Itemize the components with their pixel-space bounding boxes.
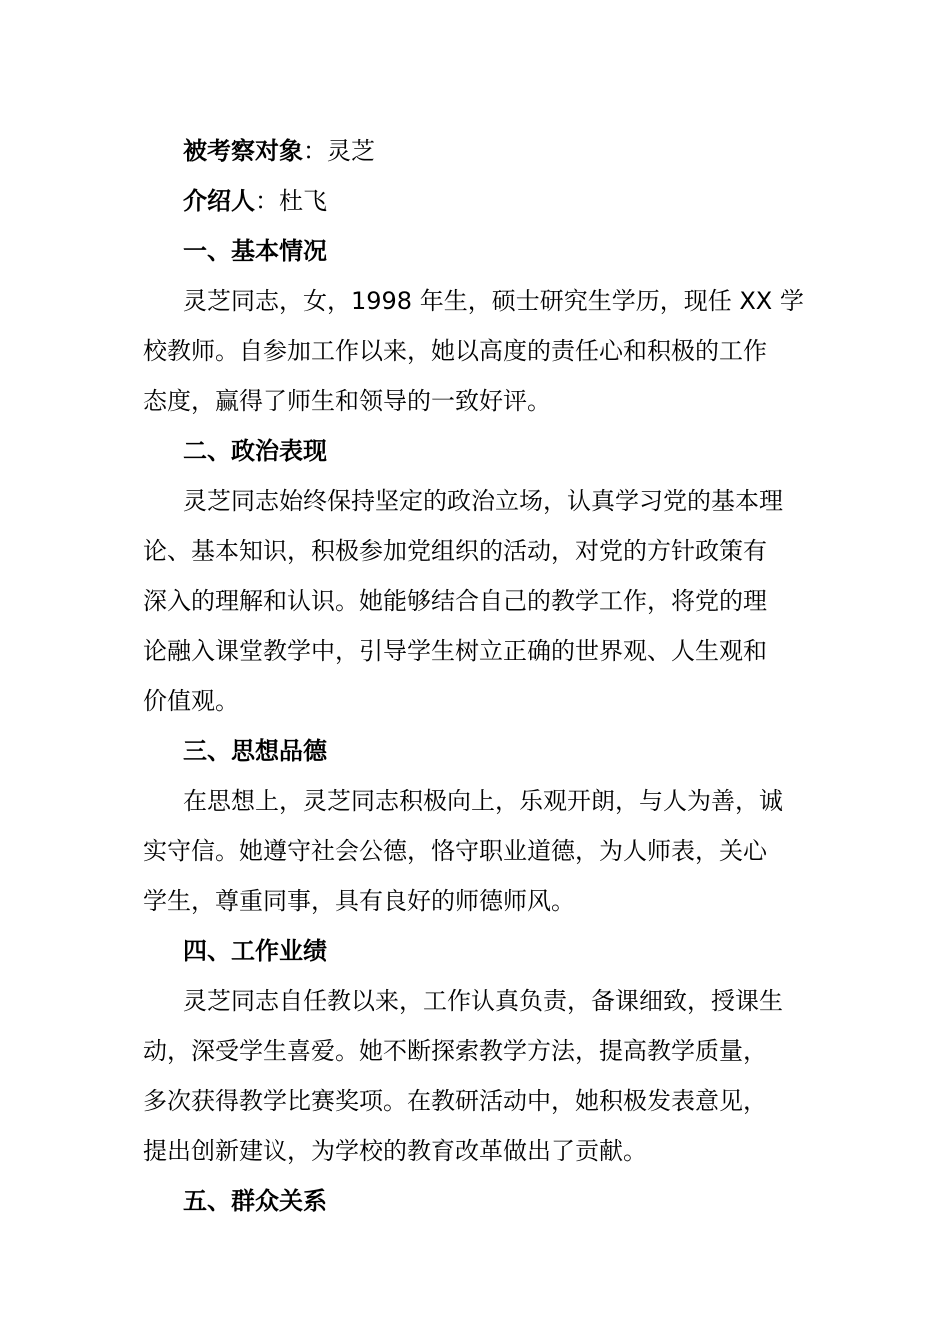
paragraph-line: 论、基本知识，积极参加党组织的活动，对党的方针政策有 bbox=[143, 537, 767, 565]
paragraph-line: 校教师。自参加工作以来，她以高度的责任心和积极的工作 bbox=[143, 337, 767, 365]
paragraph-line: 学生，尊重同事，具有良好的师德师风。 bbox=[143, 887, 575, 915]
introducer-line bbox=[143, 176, 809, 226]
paragraph-line: 提出创新建议，为学校的教育改革做出了贡献。 bbox=[143, 1137, 647, 1165]
paragraph-line: 深入的理解和认识。她能够结合自己的教学工作，将党的理 bbox=[143, 587, 767, 615]
introducer-value: 杜飞 bbox=[279, 187, 327, 215]
subject-label: 被考察对象 bbox=[183, 137, 303, 165]
section-heading-basic: 一、基本情况 bbox=[183, 237, 327, 265]
section-heading-political: 二、政治表现 bbox=[183, 437, 327, 465]
paragraph-line: 价值观。 bbox=[143, 687, 239, 715]
introducer-label: 介绍人 bbox=[183, 187, 255, 215]
subject-line bbox=[143, 126, 809, 176]
subject-value: 灵芝 bbox=[327, 137, 375, 165]
paragraph-line: 论融入课堂教学中，引导学生树立正确的世界观、人生观和 bbox=[143, 637, 767, 665]
paragraph-line: 实守信。她遵守社会公德，恪守职业道德，为人师表，关心 bbox=[143, 837, 767, 865]
section-heading-morality: 三、思想品德 bbox=[183, 737, 327, 765]
subject-separator: ： bbox=[303, 137, 327, 165]
section-heading-performance: 四、工作业绩 bbox=[183, 937, 327, 965]
section-body-basic bbox=[143, 276, 809, 426]
section-body-political bbox=[143, 476, 809, 726]
introducer-separator: ： bbox=[255, 187, 279, 215]
paragraph-line: 态度，赢得了师生和领导的一致好评。 bbox=[143, 387, 551, 415]
section-heading-relations: 五、群众关系 bbox=[183, 1187, 327, 1215]
paragraph-line: 在思想上，灵芝同志积极向上，乐观开朗，与人为善，诚 bbox=[183, 787, 783, 815]
paragraph-line: 灵芝同志始终保持坚定的政治立场，认真学习党的基本理 bbox=[183, 487, 783, 515]
paragraph-line: 灵芝同志，女，1998 年生，硕士研究生学历，现任 XX 学 bbox=[183, 287, 804, 315]
section-body-performance bbox=[143, 976, 809, 1176]
document-page bbox=[143, 126, 809, 1226]
paragraph-line: 灵芝同志自任教以来，工作认真负责，备课细致，授课生 bbox=[183, 987, 783, 1015]
section-body-morality bbox=[143, 776, 809, 926]
paragraph-line: 多次获得教学比赛奖项。在教研活动中，她积极发表意见， bbox=[143, 1087, 767, 1115]
paragraph-line: 动，深受学生喜爱。她不断探索教学方法，提高教学质量， bbox=[143, 1037, 767, 1065]
